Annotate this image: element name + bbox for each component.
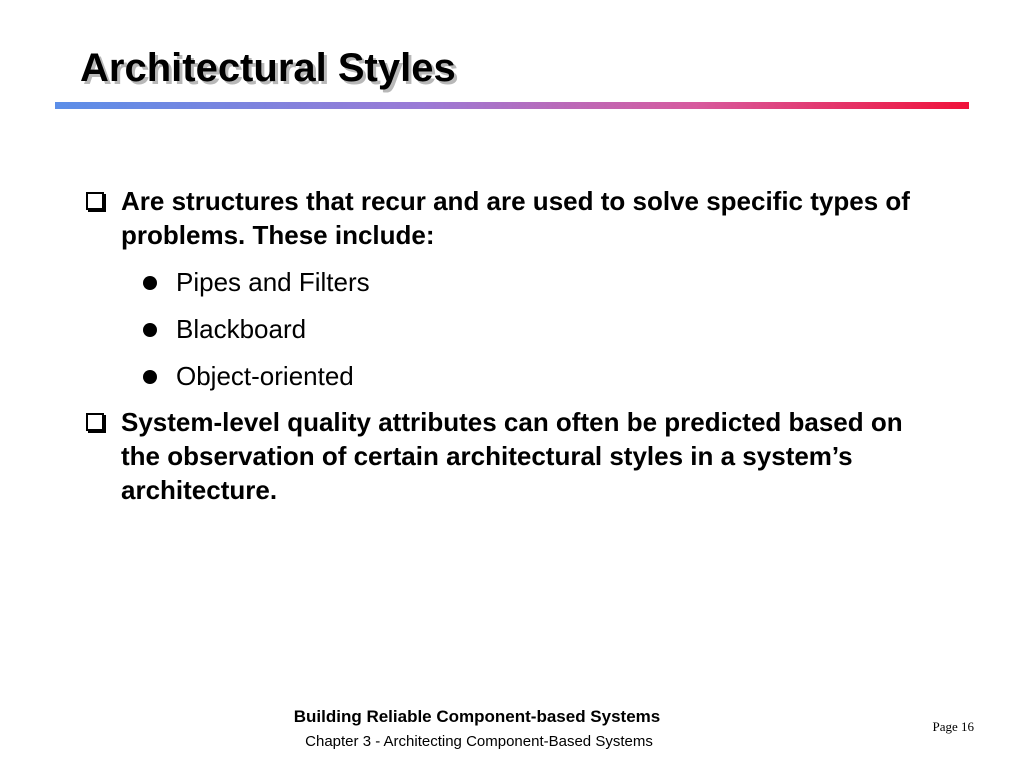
sub-bullet-item — [86, 359, 936, 393]
title-gradient-divider — [55, 102, 969, 109]
footer-title: Building Reliable Component-based Systems — [293, 707, 661, 726]
sub-bullet-list — [86, 265, 936, 393]
bullet-item — [86, 405, 936, 507]
dot-bullet-icon — [143, 323, 157, 337]
slide-content — [86, 184, 936, 507]
square-bullet-icon — [86, 192, 104, 210]
sub-bullet-text: Pipes and Filters — [176, 267, 370, 297]
sub-bullet-text: Object-oriented — [176, 361, 354, 391]
sub-bullet-text: Blackboard — [176, 314, 307, 344]
bullet-item — [86, 184, 936, 252]
bullet-text: Are structures that recur and are used to solve specific types of problems. These include: — [121, 186, 910, 250]
dot-bullet-icon — [143, 276, 157, 290]
footer-chapter: Chapter 3 - Architecting Component-Based Systems — [305, 733, 653, 750]
dot-bullet-icon — [143, 370, 157, 384]
bullet-text: System-level quality attributes can often be predicted based on the observation of certain architectural styles in a system’s architecture. — [121, 407, 903, 505]
slide-title: Architectural Styles — [80, 46, 456, 90]
sub-bullet-item — [86, 265, 936, 299]
page-number: Page 16 — [932, 719, 974, 734]
sub-bullet-item — [86, 312, 936, 346]
square-bullet-icon — [86, 413, 104, 431]
